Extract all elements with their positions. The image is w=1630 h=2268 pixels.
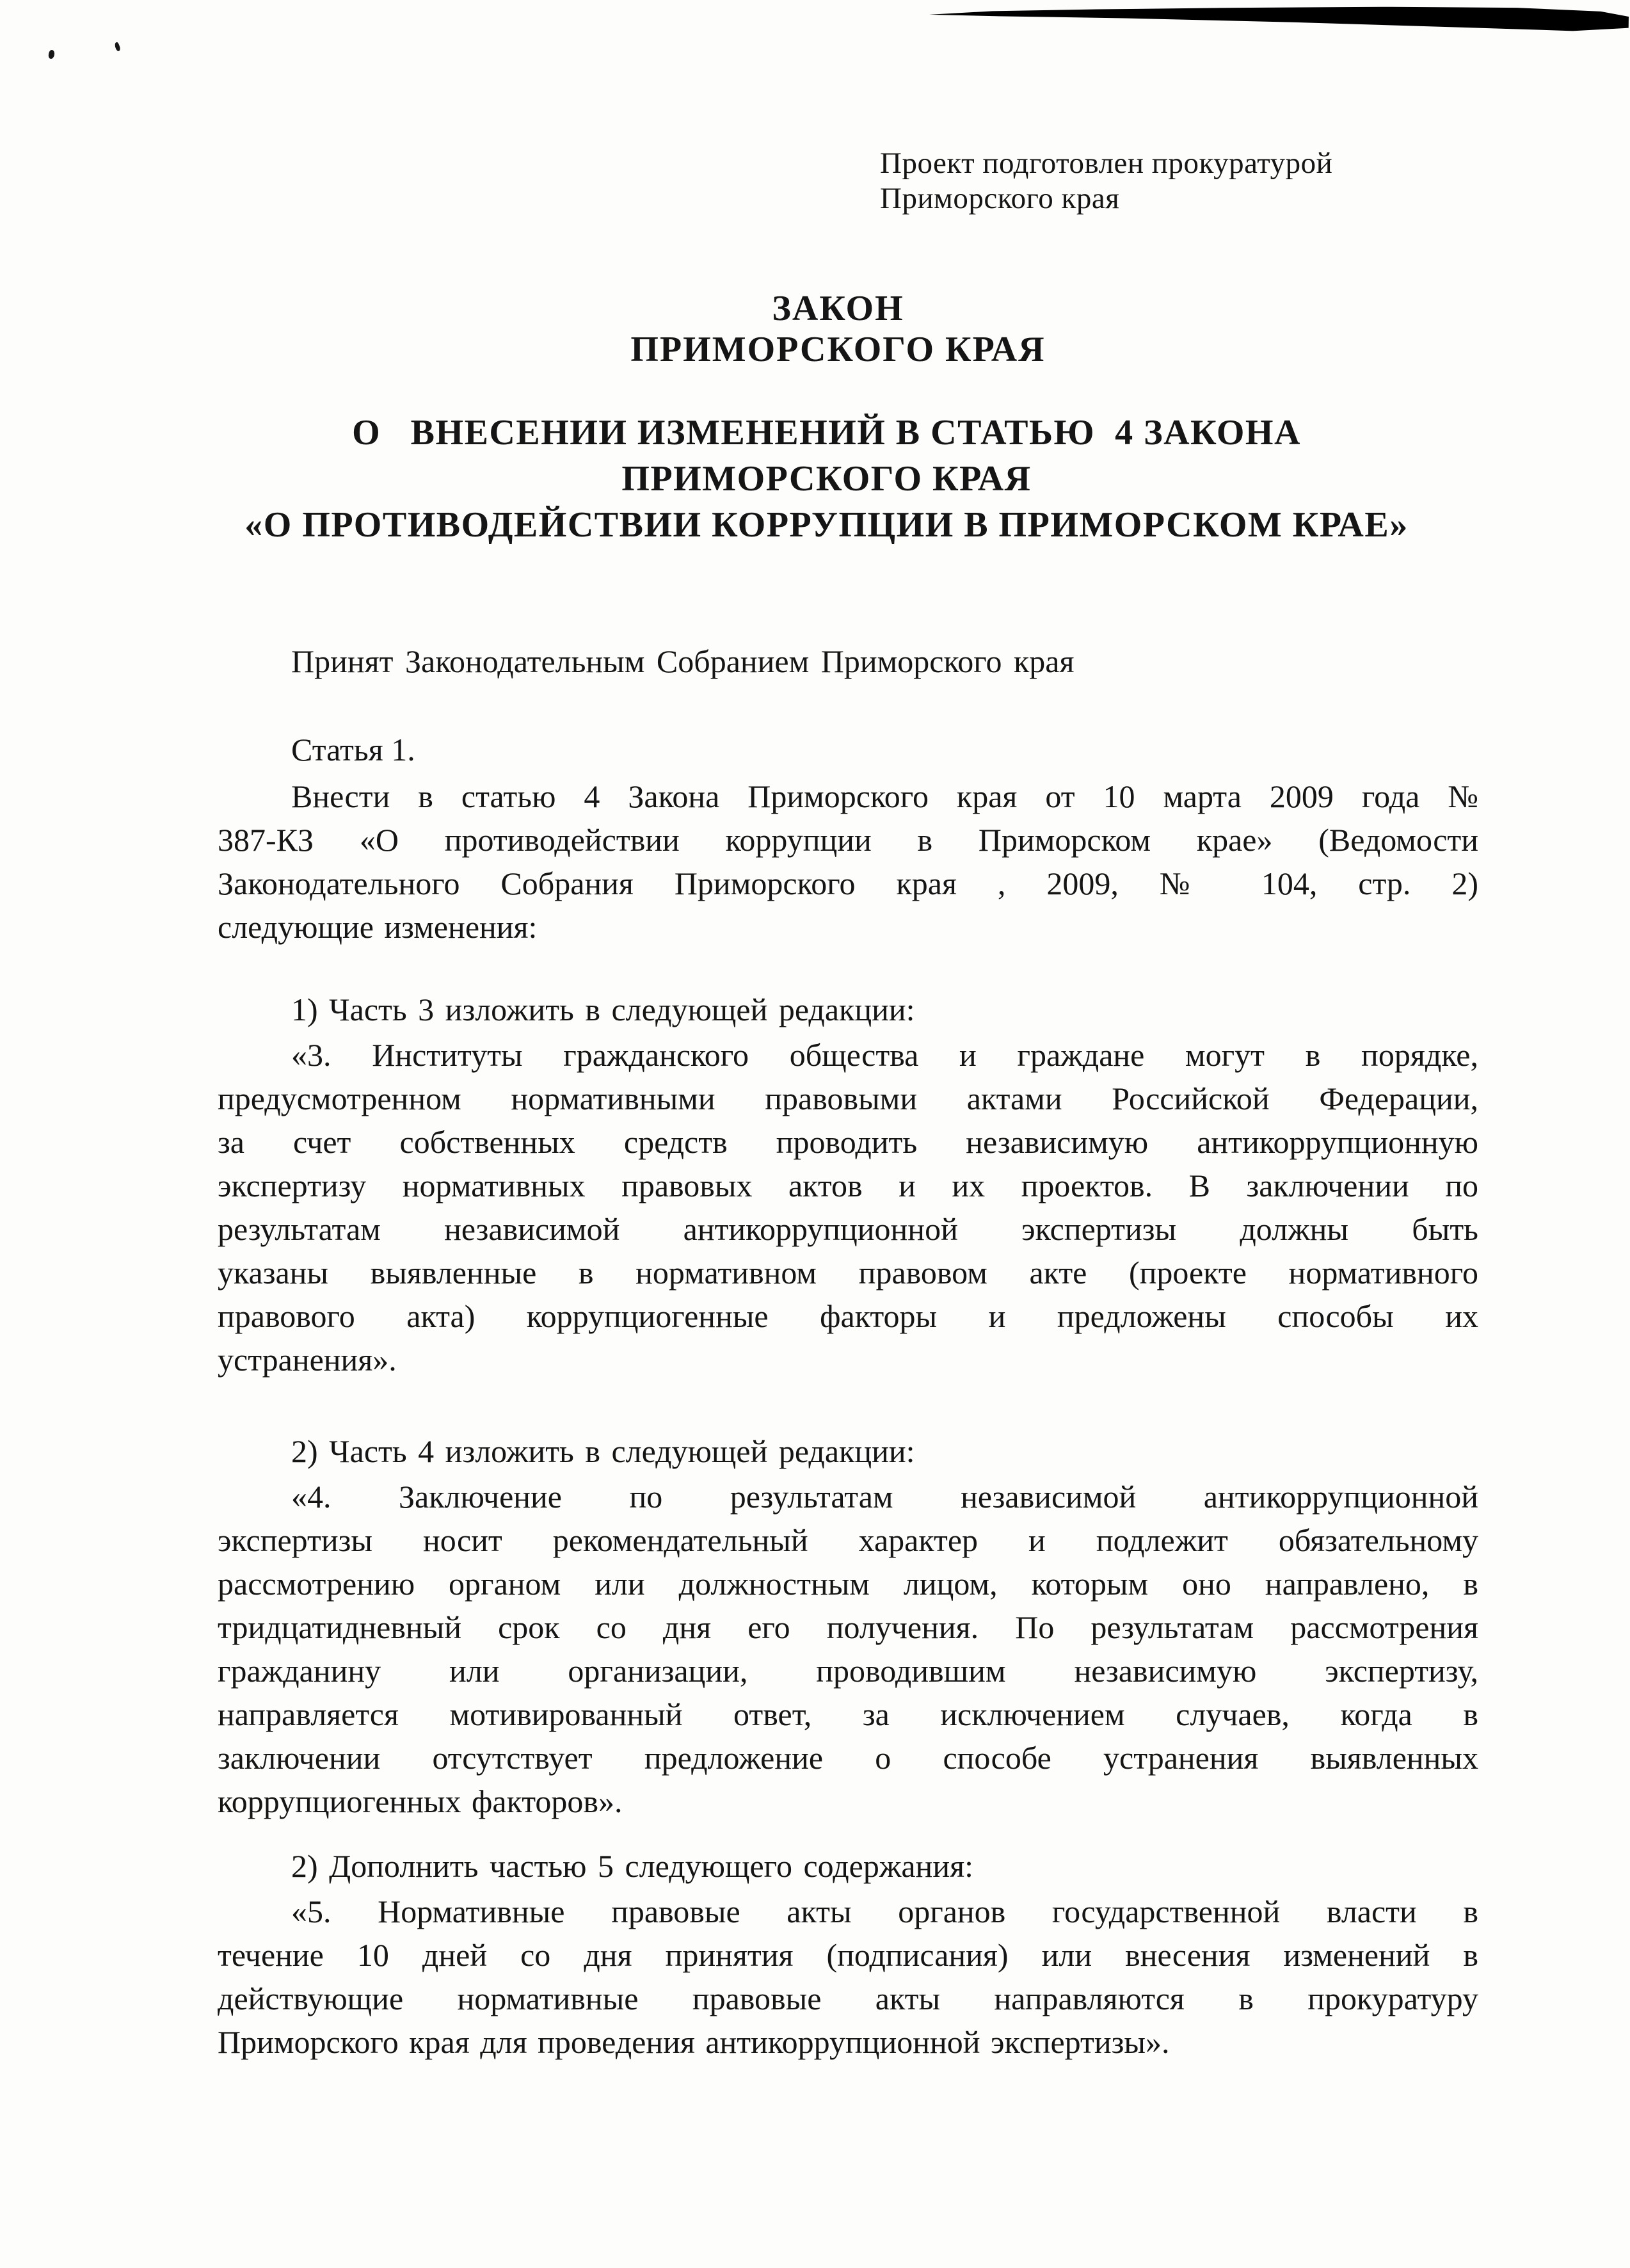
text-line: за счет собственных средств проводить независимую антикоррупционную bbox=[218, 1124, 1478, 1160]
amendment-2-label: 2) Часть 4 изложить в следующей редакции: bbox=[291, 1433, 915, 1469]
amendment-3-text bbox=[218, 1890, 1478, 2064]
text-line: Приморского края bbox=[880, 182, 1120, 215]
text-line: ЗАКОН bbox=[772, 289, 904, 328]
text-line: «4. Заключение по результатам независимой антикоррупционной bbox=[291, 1479, 1478, 1515]
text-line: течение 10 дней со дня принятия (подписания) или внесения изменений в bbox=[218, 1937, 1478, 1973]
text-line: экспертизы носит рекомендательный характер и подлежит обязательному bbox=[218, 1522, 1478, 1558]
text-line: следующие изменения: bbox=[218, 909, 538, 945]
amendment-1-label: 1) Часть 3 изложить в следующей редакции: bbox=[291, 992, 915, 1027]
text-line: заключении отсутствует предложение о способе устранения выявленных bbox=[218, 1740, 1478, 1776]
text-line: 387-КЗ «О противодействии коррупции в Приморском крае» (Ведомости bbox=[218, 822, 1478, 858]
text-line: ПРИМОРСКОГО КРАЯ bbox=[630, 330, 1046, 369]
prepared-by-note bbox=[880, 146, 1332, 216]
text-line: О ВНЕСЕНИИ ИЗМЕНЕНИЙ В СТАТЬЮ 4 ЗАКОНА bbox=[352, 413, 1301, 453]
text-line: «3. Институты гражданского общества и граждане могут в порядке, bbox=[291, 1037, 1478, 1073]
text-line: Приморского края для проведения антикоррупционной экспертизы». bbox=[218, 2024, 1170, 2060]
adoption-line: Принят Законодательным Собранием Приморского края bbox=[291, 643, 1075, 679]
text-line: предусмотренном нормативными правовыми актами Российской Федерации, bbox=[218, 1081, 1478, 1116]
scan-speck bbox=[113, 42, 121, 52]
amendment-2-text bbox=[218, 1475, 1478, 1823]
article-heading: Статья 1. bbox=[291, 732, 415, 768]
text-line: ПРИМОРСКОГО КРАЯ bbox=[621, 459, 1032, 499]
amendment-1-text bbox=[218, 1033, 1478, 1381]
text-line: указаны выявленные в нормативном правовом акте (проекте нормативного bbox=[218, 1255, 1478, 1291]
text-line: направляется мотивированный ответ, за исключением случаев, когда в bbox=[218, 1696, 1478, 1732]
amendment-3-label: 2) Дополнить частью 5 следующего содержания: bbox=[291, 1848, 973, 1884]
text-line: действующие нормативные правовые акты направляются в прокуратуру bbox=[218, 1981, 1478, 2016]
text-line: правового акта) коррупциогенные факторы и предложены способы их bbox=[218, 1298, 1478, 1334]
text-line: Внести в статью 4 Закона Приморского края от 10 марта 2009 года № bbox=[291, 778, 1478, 814]
scan-artifact-streak bbox=[929, 0, 1629, 32]
text-line: Проект подготовлен прокуратурой bbox=[880, 147, 1333, 180]
text-line: экспертизу нормативных правовых актов и их проектов. В заключении по bbox=[218, 1168, 1478, 1203]
intro-paragraph bbox=[218, 775, 1478, 949]
text-line: тридцатидневный срок со дня его получения. По результатам рассмотрения bbox=[218, 1609, 1478, 1645]
law-subject-title bbox=[12, 410, 1630, 548]
text-line: устранения». bbox=[218, 1342, 397, 1378]
text-line: «5. Нормативные правовые акты органов государственной власти в bbox=[291, 1894, 1478, 1929]
text-line: Законодательного Собрания Приморского края , 2009, № 104, стр. 2) bbox=[218, 865, 1478, 901]
law-heading bbox=[23, 288, 1630, 370]
text-line: рассмотрению органом или должностным лицом, которым оно направлено, в bbox=[218, 1566, 1478, 1602]
text-line: коррупциогенных факторов». bbox=[218, 1783, 623, 1819]
text-line: «О ПРОТИВОДЕЙСТВИИ КОРРУПЦИИ В ПРИМОРСКОМ КРАЕ» bbox=[244, 505, 1409, 545]
scan-speck bbox=[48, 49, 56, 60]
text-line: гражданину или организации, проводившим независимую экспертизу, bbox=[218, 1653, 1478, 1689]
text-line: результатам независимой антикоррупционной экспертизы должны быть bbox=[218, 1211, 1478, 1247]
